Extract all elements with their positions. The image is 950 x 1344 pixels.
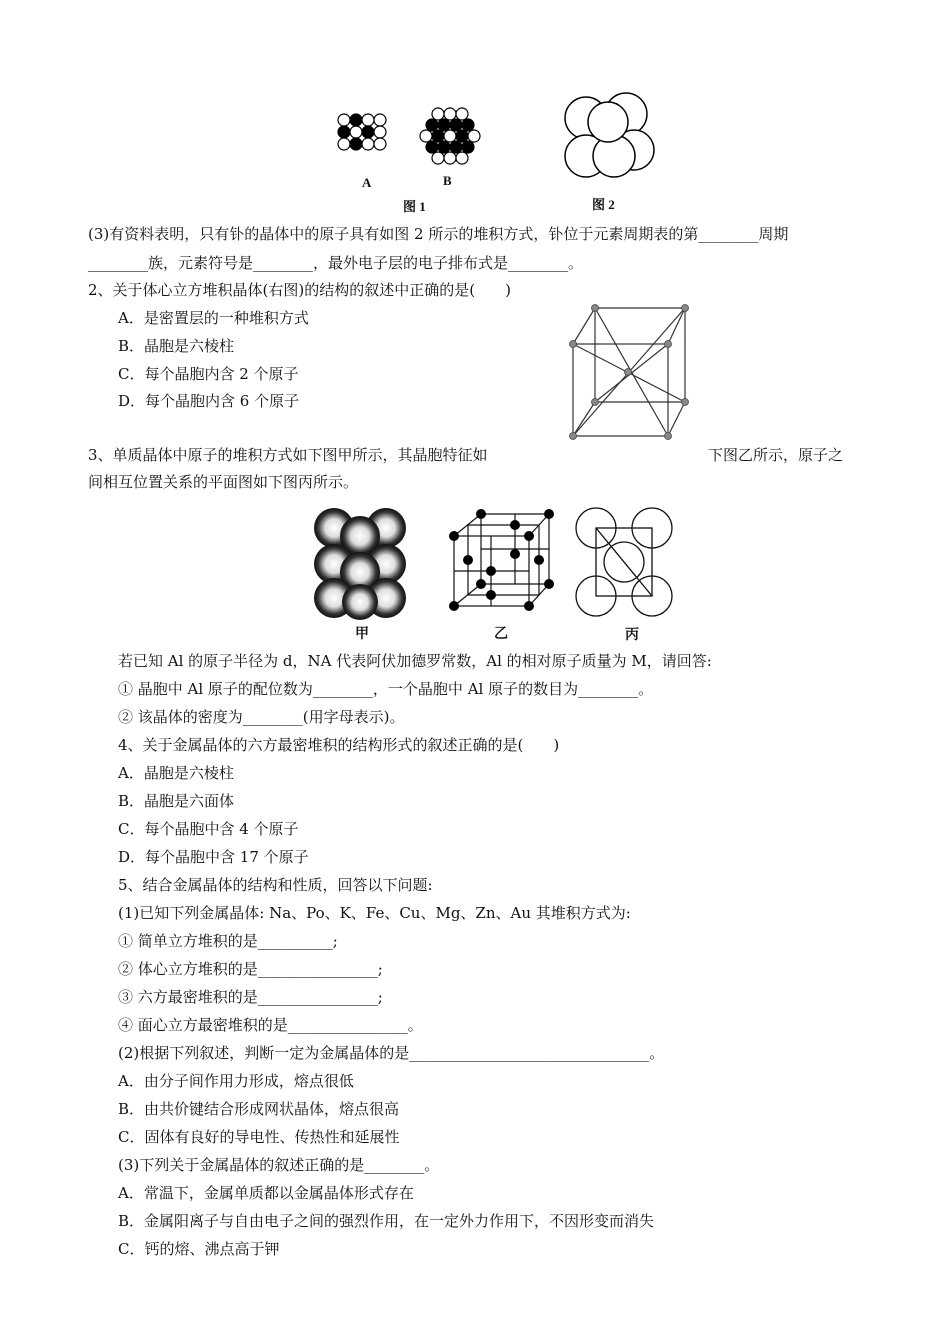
figure-2 bbox=[560, 92, 660, 182]
q5-part3-b: B．金属阳离子与自由电子之间的强烈作用，在一定外力作用下，不因形变而消失 bbox=[118, 1212, 655, 1230]
q4-option-c: C．每个晶胞中含 4 个原子 bbox=[118, 820, 299, 838]
figure-bing-label: 丙 bbox=[625, 627, 639, 643]
q3-stem-line2: 间相互位置关系的平面图如下图丙所示。 bbox=[88, 473, 359, 491]
q5-part3-c: C．钙的熔、沸点高于钾 bbox=[118, 1240, 280, 1258]
figure-1b bbox=[415, 106, 485, 168]
q5-part1-b: ② 体心立方堆积的是________________; bbox=[118, 960, 383, 978]
figure-1a bbox=[336, 112, 396, 162]
q5-part1: (1)已知下列金属晶体: Na、Po、K、Fe、Cu、Mg、Zn、Au 其堆积方式为: bbox=[118, 904, 631, 922]
q3-stem-right: 下图乙所示，原子之 bbox=[708, 446, 844, 464]
q5-part1-a: ① 简单立方堆积的是__________; bbox=[118, 932, 338, 950]
q3-given: 若已知 Al 的原子半径为 d，NA 代表阿伏加德罗常数，Al 的相对原子质量为 M，请回答: bbox=[118, 652, 712, 670]
q5-part3: (3)下列关于金属晶体的叙述正确的是________。 bbox=[118, 1156, 440, 1174]
q1-part3-line2: ________族，元素符号是________，最外电子层的电子排布式是________。 bbox=[88, 254, 584, 272]
q5-stem: 5、结合金属晶体的结构和性质，回答以下问题: bbox=[118, 876, 433, 894]
q2-option-b: B．晶胞是六棱柱 bbox=[118, 337, 235, 355]
q2-stem: 2、关于体心立方堆积晶体(右图)的结构的叙述中正确的是( ) bbox=[88, 281, 511, 299]
q1-part3-line1: (3)有资料表明，只有钋的晶体中的原子具有如图 2 所示的堆积方式，钋位于元素周期表的第________周期 bbox=[88, 225, 789, 243]
figure-yi bbox=[446, 508, 558, 612]
q5-part1-d: ④ 面心立方最密堆积的是________________。 bbox=[118, 1016, 423, 1034]
q4-option-d: D．每个晶胞中含 17 个原子 bbox=[118, 848, 309, 866]
q5-part2-b: B．由共价键结合形成网状晶体，熔点很高 bbox=[118, 1100, 400, 1118]
figure-jia bbox=[312, 506, 408, 620]
q4-option-b: B．晶胞是六面体 bbox=[118, 792, 235, 810]
figure-yi-label: 乙 bbox=[494, 626, 508, 642]
q4-stem: 4、关于金属晶体的六方最密堆积的结构形式的叙述正确的是( ) bbox=[118, 736, 560, 754]
q2-option-a: A．是密置层的一种堆积方式 bbox=[118, 309, 309, 327]
q5-part1-c: ③ 六方最密堆积的是________________; bbox=[118, 988, 383, 1006]
q3-sub2: ② 该晶体的密度为________(用字母表示)。 bbox=[118, 708, 405, 726]
q5-part2: (2)根据下列叙述，判断一定为金属晶体的是________________________________。 bbox=[118, 1044, 665, 1062]
q4-option-a: A．晶胞是六棱柱 bbox=[118, 764, 234, 782]
q3-stem-left: 3、单质晶体中原子的堆积方式如下图甲所示，其晶胞特征如 bbox=[88, 446, 488, 464]
figure-2-caption: 图 2 bbox=[592, 197, 615, 212]
figure-1a-label: A bbox=[362, 175, 372, 190]
q3-sub1: ① 晶胞中 Al 原子的配位数为________，一个晶胞中 Al 原子的数目为________。 bbox=[118, 680, 654, 698]
q5-part3-a: A．常温下，金属单质都以金属晶体形式存在 bbox=[118, 1184, 414, 1202]
q2-option-d: D．每个晶胞内含 6 个原子 bbox=[118, 392, 300, 410]
figure-bing bbox=[574, 506, 674, 618]
figure-1b-label: B bbox=[443, 173, 452, 188]
figure-jia-label: 甲 bbox=[355, 626, 369, 642]
figure-1-caption: 图 1 bbox=[403, 199, 426, 214]
q5-part2-a: A．由分子间作用力形成，熔点很低 bbox=[118, 1072, 354, 1090]
q2-option-c: C．每个晶胞内含 2 个原子 bbox=[118, 365, 299, 383]
q5-part2-c: C．固体有良好的导电性、传热性和延展性 bbox=[118, 1128, 400, 1146]
bcc-unit-cell-figure bbox=[565, 302, 695, 442]
